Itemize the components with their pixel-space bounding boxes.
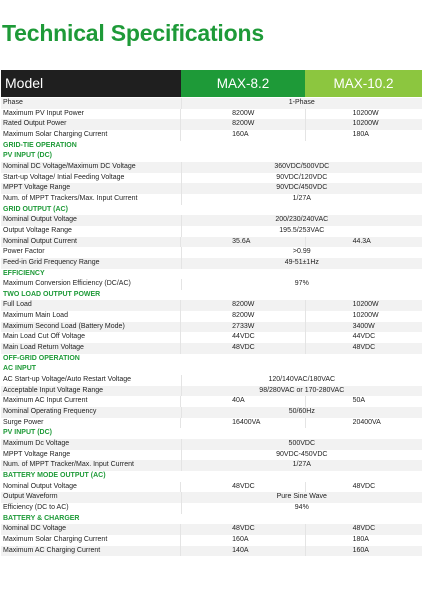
spec-value-max-10-2: 180A [352, 130, 369, 138]
cell-max-8-2 [180, 482, 304, 493]
spec-row [1, 130, 422, 141]
spec-value-shared: 98/280VAC or 170-280VAC [181, 386, 422, 397]
spec-value-shared: 90VDC/120VDC [181, 173, 422, 184]
spec-row [1, 300, 422, 311]
spec-value-max-10-2: 160A [352, 546, 369, 554]
cell-max-10-2 [305, 311, 422, 322]
spec-value-shared: 1/27A [181, 460, 422, 471]
spec-label: Maximum Solar Charging Current [3, 535, 108, 543]
section-heading: BATTERY MODE OUTPUT (AC) [1, 471, 422, 482]
spec-value-max-8-2: 160A [232, 130, 249, 138]
spec-row [1, 226, 422, 237]
model-max-10-2: MAX-10.2 [305, 70, 422, 97]
spec-row [1, 460, 422, 471]
spec-value-max-10-2: 20400VA [352, 418, 381, 426]
spec-label: Maximum Dc Voltage [3, 440, 70, 447]
spec-row [1, 535, 422, 546]
spec-label: Surge Power [3, 418, 44, 426]
spec-label: Maximum AC Input Current [3, 397, 88, 405]
spec-value-max-8-2: 48VDC [232, 525, 255, 533]
spec-row [1, 183, 422, 194]
spec-row [1, 386, 422, 397]
spec-row [1, 375, 422, 386]
spec-value-max-8-2: 8200W [232, 312, 255, 320]
spec-label: Nominal Operating Frequency [3, 408, 97, 416]
spec-row [1, 119, 422, 130]
cell-max-8-2 [180, 322, 304, 333]
spec-value-shared: 50/60Hz [181, 407, 422, 418]
spec-row [1, 492, 422, 503]
spec-label: MPPT Voltage Range [3, 450, 71, 458]
spec-label: Maximum Second Load (Battery Mode) [3, 322, 125, 330]
spec-label: Maximum Conversion Efficiency (DC/AC) [3, 280, 131, 288]
spec-value-max-10-2: 10200W [352, 312, 379, 320]
spec-label: Phase [3, 99, 23, 106]
spec-row [1, 311, 422, 322]
section-heading: TWO LOAD OUTPUT POWER [1, 290, 422, 301]
model-max-8-2: MAX-8.2 [181, 70, 305, 97]
cell-max-8-2 [180, 396, 304, 407]
spec-value-max-8-2: 40A [232, 397, 245, 405]
spec-value-max-10-2: 44VDC [352, 333, 376, 341]
spec-label: Main Load Cut Off Voltage [3, 333, 85, 341]
spec-row [1, 109, 422, 120]
spec-row [1, 546, 422, 557]
cell-max-10-2 [305, 119, 422, 130]
spec-row [1, 247, 422, 258]
spec-label: Start-up Voltage/ Intial Feeding Voltage [3, 173, 125, 181]
spec-rows [1, 98, 422, 556]
spec-value-max-8-2: 2733W [232, 322, 255, 330]
spec-value-max-8-2: 140A [232, 546, 249, 554]
cell-max-10-2 [305, 546, 422, 557]
spec-row [1, 215, 422, 226]
spec-value-max-8-2: 160A [232, 535, 249, 543]
spec-value-shared: 94% [181, 503, 422, 514]
spec-label: Nominal Output Voltage [3, 482, 77, 490]
spec-value-max-10-2: 44.3A [352, 237, 371, 245]
spec-label: Power Factor [3, 248, 45, 256]
spec-row [1, 343, 422, 354]
section-heading: PV INPUT (DC) [1, 151, 422, 162]
spec-value-max-8-2: 44VDC [232, 333, 255, 341]
cell-max-8-2 [180, 546, 304, 557]
cell-max-8-2 [180, 535, 304, 546]
section-heading: GRID-TIE OPERATION [1, 141, 422, 152]
spec-value-shared: 360VDC/500VDC [181, 162, 422, 173]
spec-value-max-10-2: 10200W [352, 120, 379, 128]
spec-value-max-8-2: 8200W [232, 109, 255, 117]
spec-label: Maximum Solar Charging Current [3, 130, 108, 138]
spec-row [1, 98, 422, 109]
spec-label: Nominal DC Voltage/Maximum DC Voltage [3, 162, 136, 170]
spec-row [1, 407, 422, 418]
spec-row [1, 439, 422, 450]
spec-label: Maximum AC Charging Current [3, 546, 101, 554]
model-label: Model [1, 70, 181, 97]
cell-max-8-2 [180, 109, 304, 120]
page-title: Technical Specifications [2, 20, 264, 46]
spec-value-max-8-2: 8200W [232, 120, 255, 128]
spec-label: Efficiency (DC to AC) [3, 503, 69, 511]
cell-max-10-2 [305, 300, 422, 311]
spec-row [1, 194, 422, 205]
spec-value-max-10-2: 3400W [352, 322, 375, 330]
cell-max-10-2 [305, 130, 422, 141]
spec-label: Maximum PV Input Power [3, 109, 84, 117]
cell-max-8-2 [180, 300, 304, 311]
spec-value-max-8-2: 16400VA [232, 418, 261, 426]
spec-value-max-10-2: 48VDC [352, 482, 376, 490]
cell-max-10-2 [305, 524, 422, 535]
spec-label: AC Start-up Voltage/Auto Restart Voltage [3, 376, 132, 384]
cell-max-10-2 [305, 109, 422, 120]
spec-row [1, 396, 422, 407]
cell-max-8-2 [180, 418, 304, 429]
spec-row [1, 482, 422, 493]
cell-max-10-2 [305, 418, 422, 429]
section-heading: EFFICIENCY [1, 269, 422, 280]
cell-max-8-2 [180, 524, 304, 535]
spec-value-shared: 1/27A [181, 194, 422, 205]
cell-max-10-2 [305, 482, 422, 493]
spec-value-shared: 120/140VAC/180VAC [181, 375, 422, 386]
spec-label: Output Voltage Range [3, 226, 72, 234]
cell-max-10-2 [305, 322, 422, 333]
spec-label: Nominal Output Voltage [3, 216, 77, 224]
spec-row [1, 162, 422, 173]
spec-value-shared: 49-51±1Hz [181, 258, 422, 269]
spec-value-max-10-2: 180A [352, 535, 369, 543]
spec-value-shared: 500VDC [181, 439, 422, 450]
spec-value-shared: 97% [181, 279, 422, 290]
spec-label: Num. of MPPT Trackers/Max. Input Current [3, 194, 138, 202]
cell-max-10-2 [305, 343, 422, 354]
spec-row [1, 173, 422, 184]
spec-table [1, 70, 422, 556]
spec-value-shared: >0.99 [181, 247, 422, 258]
spec-value-shared: 1-Phase [181, 98, 422, 109]
spec-label: Acceptable Input Voltage Range [3, 386, 104, 394]
spec-label: Main Load Return Voltage [3, 344, 84, 352]
cell-max-10-2 [305, 237, 422, 248]
spec-value-shared: 195.5/253VAC [181, 226, 422, 237]
cell-max-8-2 [180, 237, 304, 248]
section-heading: OFF-GRID OPERATION [1, 354, 422, 365]
cell-max-8-2 [180, 130, 304, 141]
spec-value-max-8-2: 48VDC [232, 482, 255, 490]
section-heading: PV INPUT (DC) [1, 428, 422, 439]
spec-value-shared: 90VDC-450VDC [181, 450, 422, 461]
spec-value-max-8-2: 35.6A [232, 237, 251, 245]
cell-max-8-2 [180, 119, 304, 130]
spec-row [1, 237, 422, 248]
section-heading: BATTERY & CHARGER [1, 514, 422, 525]
spec-label: MPPT Voltage Range [3, 184, 71, 192]
spec-row [1, 322, 422, 333]
spec-label: Rated Output Power [3, 120, 67, 128]
cell-max-10-2 [305, 332, 422, 343]
section-heading: AC INPUT [1, 364, 422, 375]
cell-max-8-2 [180, 332, 304, 343]
spec-value-max-10-2: 50A [352, 397, 366, 405]
spec-row [1, 279, 422, 290]
spec-label: Full Load [3, 301, 32, 309]
spec-value-max-10-2: 10200W [352, 301, 379, 309]
spec-value-shared: 200/230/240VAC [181, 215, 422, 226]
spec-value-max-10-2: 48VDC [352, 344, 376, 352]
spec-value-max-10-2: 10200W [352, 109, 379, 117]
spec-label: Output Waveform [3, 493, 58, 501]
cell-max-10-2 [305, 396, 422, 407]
cell-max-8-2 [180, 343, 304, 354]
spec-label: Num. of MPPT Tracker/Max. Input Current [3, 461, 134, 469]
spec-value-max-10-2: 48VDC [352, 525, 376, 533]
spec-label: Nominal Output Current [3, 237, 77, 245]
spec-row [1, 450, 422, 461]
section-heading: GRID OUTPUT (AC) [1, 205, 422, 216]
spec-value-shared: Pure Sine Wave [181, 492, 422, 503]
cell-max-8-2 [180, 311, 304, 322]
spec-row [1, 332, 422, 343]
spec-row [1, 524, 422, 535]
spec-label: Feed-in Grid Frequency Range [3, 258, 100, 266]
cell-max-10-2 [305, 535, 422, 546]
spec-value-max-8-2: 8200W [232, 301, 255, 309]
spec-value-max-8-2: 48VDC [232, 344, 255, 352]
spec-row [1, 503, 422, 514]
spec-label: Maximum Main Load [3, 312, 68, 320]
spec-value-shared: 90VDC/450VDC [181, 183, 422, 194]
spec-label: Nominal DC Voltage [3, 525, 67, 533]
spec-row [1, 258, 422, 269]
table-header [1, 70, 422, 98]
spec-row [1, 418, 422, 429]
